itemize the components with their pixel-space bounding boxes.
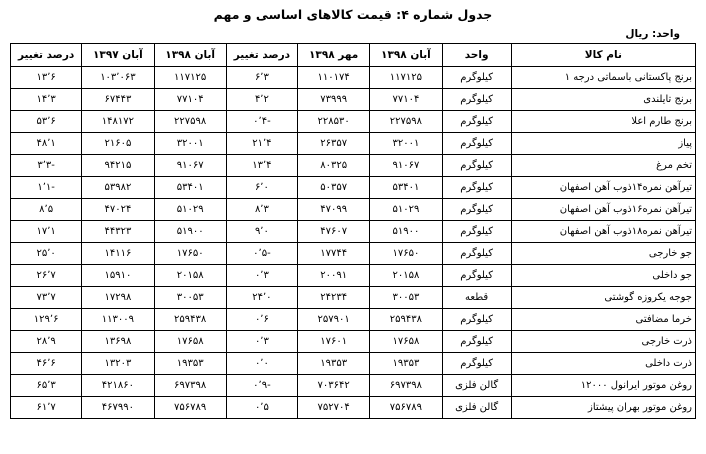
cell-previous-month: ۲۴۲۳۴ <box>298 287 370 309</box>
cell-previous-year: ۵۳۹۸۲ <box>82 177 154 199</box>
cell-previous-month: ۷۰۳۶۴۲ <box>298 375 370 397</box>
cell-current-month: ۵۱۹۰۰ <box>370 221 442 243</box>
cell-monthly-change: ۴٬۲ <box>226 89 297 111</box>
cell-previous-year: ۱۰۳٬۰۶۳ <box>82 67 154 89</box>
cell-unit: قطعه <box>442 287 511 309</box>
table-row <box>11 243 696 265</box>
cell-previous-month: ۲۲۸۵۳۰ <box>298 111 370 133</box>
cell-goods-name: جوجه یکروزه گوشتی <box>511 287 695 309</box>
cell-yearly-change: ۲۵٬۰ <box>11 243 82 265</box>
table-body <box>11 67 696 419</box>
cell-current-month: ۹۱۰۶۷ <box>370 155 442 177</box>
cell-unit: کیلوگرم <box>442 89 511 111</box>
cell-goods-name: جو خارجی <box>511 243 695 265</box>
cell-current-year: ۱۷۶۵۰ <box>154 243 226 265</box>
cell-current-year: ۷۵۶۷۸۹ <box>154 397 226 419</box>
table-row <box>11 199 696 221</box>
cell-unit: کیلوگرم <box>442 353 511 375</box>
cell-current-year: ۵۳۴۰۱ <box>154 177 226 199</box>
table-row <box>11 331 696 353</box>
table-row <box>11 89 696 111</box>
cell-monthly-change: -۰٬۵ <box>226 243 297 265</box>
cell-previous-year: ۱۴۸۱۷۲ <box>82 111 154 133</box>
document-page <box>0 7 706 454</box>
cell-yearly-change: ۱۷٬۱ <box>11 221 82 243</box>
cell-yearly-change: ۴۸٬۱ <box>11 133 82 155</box>
cell-monthly-change: ۰٬۳ <box>226 265 297 287</box>
cell-goods-name: روغن موتور ایرانول ۱۲۰۰۰ <box>511 375 695 397</box>
cell-yearly-change: ۱۴٬۳ <box>11 89 82 111</box>
cell-current-year: ۵۱۹۰۰ <box>154 221 226 243</box>
table-row <box>11 221 696 243</box>
cell-current-year: ۱۷۶۵۸ <box>154 331 226 353</box>
column-header-previous-month: مهر ۱۳۹۸ <box>298 44 370 67</box>
cell-previous-year: ۴۷۰۲۴ <box>82 199 154 221</box>
cell-previous-year: ۱۴۱۱۶ <box>82 243 154 265</box>
cell-goods-name: خرما مضافتی <box>511 309 695 331</box>
cell-goods-name: تیرآهن نمره۱۸ذوب آهن اصفهان <box>511 221 695 243</box>
cell-monthly-change: ۹٬۰ <box>226 221 297 243</box>
cell-current-year: ۲۲۷۵۹۸ <box>154 111 226 133</box>
cell-previous-year: ۴۶۷۹۹۰ <box>82 397 154 419</box>
cell-unit: کیلوگرم <box>442 309 511 331</box>
cell-unit: کیلوگرم <box>442 177 511 199</box>
cell-yearly-change: ۵۳٬۶ <box>11 111 82 133</box>
cell-previous-month: ۸۰۳۲۵ <box>298 155 370 177</box>
column-header-current-year: آبان ۱۳۹۸ <box>154 44 226 67</box>
cell-previous-month: ۲۶۳۵۷ <box>298 133 370 155</box>
cell-previous-month: ۴۷۶۰۷ <box>298 221 370 243</box>
cell-previous-year: ۱۱۳۰۰۹ <box>82 309 154 331</box>
cell-unit: کیلوگرم <box>442 265 511 287</box>
cell-unit: کیلوگرم <box>442 199 511 221</box>
cell-unit: کیلوگرم <box>442 155 511 177</box>
cell-unit: گالن فلزی <box>442 397 511 419</box>
table-row <box>11 155 696 177</box>
table-row <box>11 287 696 309</box>
column-header-previous-year: آبان ۱۳۹۷ <box>82 44 154 67</box>
table-row <box>11 67 696 89</box>
cell-current-month: ۳۰۰۵۳ <box>370 287 442 309</box>
cell-previous-month: ۱۱۰۱۷۴ <box>298 67 370 89</box>
cell-goods-name: ذرت خارجی <box>511 331 695 353</box>
cell-current-year: ۲۰۱۵۸ <box>154 265 226 287</box>
column-header-current-month: آبان ۱۳۹۸ <box>370 44 442 67</box>
cell-yearly-change: ۱۳٬۶ <box>11 67 82 89</box>
cell-current-year: ۱۱۷۱۲۵ <box>154 67 226 89</box>
cell-previous-month: ۲۰۰۹۱ <box>298 265 370 287</box>
cell-current-year: ۶۹۷۳۹۸ <box>154 375 226 397</box>
cell-monthly-change: ۱۳٬۴ <box>226 155 297 177</box>
cell-unit: کیلوگرم <box>442 243 511 265</box>
cell-monthly-change: ۲۴٬۰ <box>226 287 297 309</box>
cell-yearly-change: ۸٬۵ <box>11 199 82 221</box>
cell-goods-name: تیرآهن نمره۱۴ذوب آهن اصفهان <box>511 177 695 199</box>
cell-monthly-change: ۸٬۳ <box>226 199 297 221</box>
cell-unit: کیلوگرم <box>442 221 511 243</box>
cell-current-month: ۷۷۱۰۴ <box>370 89 442 111</box>
cell-current-month: ۱۷۶۵۰ <box>370 243 442 265</box>
cell-previous-year: ۱۳۶۹۸ <box>82 331 154 353</box>
cell-monthly-change: -۰٬۹ <box>226 375 297 397</box>
cell-previous-year: ۱۵۹۱۰ <box>82 265 154 287</box>
table-row <box>11 375 696 397</box>
column-header-yearly-change: درصد تغییر <box>11 44 82 67</box>
cell-yearly-change: ۱۲۹٬۶ <box>11 309 82 331</box>
cell-previous-month: ۴۷۰۹۹ <box>298 199 370 221</box>
cell-unit: کیلوگرم <box>442 133 511 155</box>
cell-previous-month: ۲۵۷۹۰۱ <box>298 309 370 331</box>
cell-current-month: ۱۹۳۵۳ <box>370 353 442 375</box>
cell-previous-year: ۹۴۲۱۵ <box>82 155 154 177</box>
cell-unit: کیلوگرم <box>442 111 511 133</box>
column-header-name: نام کالا <box>511 44 695 67</box>
cell-previous-year: ۱۳۲۰۳ <box>82 353 154 375</box>
cell-current-year: ۲۵۹۴۳۸ <box>154 309 226 331</box>
cell-monthly-change: ۰٬۶ <box>226 309 297 331</box>
cell-goods-name: تخم مرغ <box>511 155 695 177</box>
cell-current-month: ۳۲۰۰۱ <box>370 133 442 155</box>
cell-current-month: ۵۳۴۰۱ <box>370 177 442 199</box>
cell-current-month: ۲۵۹۴۳۸ <box>370 309 442 331</box>
table-row <box>11 309 696 331</box>
cell-monthly-change: ۶٬۰ <box>226 177 297 199</box>
column-header-unit: واحد <box>442 44 511 67</box>
table-row <box>11 133 696 155</box>
cell-goods-name: برنج طارم اعلا <box>511 111 695 133</box>
cell-yearly-change: ۶۵٬۳ <box>11 375 82 397</box>
cell-previous-year: ۶۷۴۴۳ <box>82 89 154 111</box>
cell-monthly-change: ۲۱٬۴ <box>226 133 297 155</box>
cell-previous-year: ۲۱۶۰۵ <box>82 133 154 155</box>
cell-yearly-change: ۶۱٬۷ <box>11 397 82 419</box>
cell-current-month: ۱۱۷۱۲۵ <box>370 67 442 89</box>
cell-current-month: ۵۱۰۲۹ <box>370 199 442 221</box>
cell-monthly-change: ۰٬۰ <box>226 353 297 375</box>
table-row <box>11 397 696 419</box>
cell-current-year: ۳۲۰۰۱ <box>154 133 226 155</box>
column-header-monthly-change: درصد تغییر <box>226 44 297 67</box>
cell-unit: کیلوگرم <box>442 67 511 89</box>
cell-goods-name: روغن موتور بهران پیشتاز <box>511 397 695 419</box>
cell-current-month: ۲۲۷۵۹۸ <box>370 111 442 133</box>
cell-previous-month: ۱۷۶۰۱ <box>298 331 370 353</box>
cell-current-month: ۱۷۶۵۸ <box>370 331 442 353</box>
cell-monthly-change: ۶٬۳ <box>226 67 297 89</box>
cell-previous-year: ۴۴۳۲۳ <box>82 221 154 243</box>
cell-previous-month: ۷۳۹۹۹ <box>298 89 370 111</box>
table-row <box>11 177 696 199</box>
price-table <box>10 43 696 419</box>
cell-yearly-change: -۱٬۱ <box>11 177 82 199</box>
cell-current-year: ۳۰۰۵۳ <box>154 287 226 309</box>
cell-goods-name: ذرت داخلی <box>511 353 695 375</box>
cell-current-month: ۶۹۷۳۹۸ <box>370 375 442 397</box>
cell-current-year: ۱۹۳۵۳ <box>154 353 226 375</box>
cell-unit: کیلوگرم <box>442 331 511 353</box>
cell-monthly-change: ۰٬۳ <box>226 331 297 353</box>
cell-current-month: ۲۰۱۵۸ <box>370 265 442 287</box>
cell-goods-name: جو داخلی <box>511 265 695 287</box>
cell-monthly-change: ۰٬۵ <box>226 397 297 419</box>
table-header-row <box>11 44 696 67</box>
cell-goods-name: تیرآهن نمره۱۶ذوب آهن اصفهان <box>511 199 695 221</box>
cell-current-year: ۵۱۰۲۹ <box>154 199 226 221</box>
cell-yearly-change: ۴۶٬۶ <box>11 353 82 375</box>
cell-yearly-change: ۲۶٬۷ <box>11 265 82 287</box>
table-container <box>0 43 706 419</box>
cell-yearly-change: ۷۳٬۷ <box>11 287 82 309</box>
page-title: جدول شماره ۴: قیمت کالاهای اساسی و مهم <box>213 7 493 22</box>
table-row <box>11 265 696 287</box>
cell-previous-year: ۱۷۲۹۸ <box>82 287 154 309</box>
cell-goods-name: برنج تایلندی <box>511 89 695 111</box>
cell-yearly-change: ۲۸٬۹ <box>11 331 82 353</box>
cell-current-year: ۷۷۱۰۴ <box>154 89 226 111</box>
cell-yearly-change: -۳٬۳ <box>11 155 82 177</box>
cell-previous-month: ۱۷۷۴۴ <box>298 243 370 265</box>
cell-goods-name: برنج پاکستانی باسماتی درجه ۱ <box>511 67 695 89</box>
cell-current-year: ۹۱۰۶۷ <box>154 155 226 177</box>
cell-previous-month: ۵۰۳۵۷ <box>298 177 370 199</box>
cell-current-month: ۷۵۶۷۸۹ <box>370 397 442 419</box>
cell-monthly-change: -۰٬۴ <box>226 111 297 133</box>
cell-previous-month: ۱۹۳۵۳ <box>298 353 370 375</box>
table-row <box>11 111 696 133</box>
table-row <box>11 353 696 375</box>
unit-note: واحد: ریال <box>625 28 680 40</box>
cell-goods-name: پیاز <box>511 133 695 155</box>
cell-previous-month: ۷۵۲۷۰۴ <box>298 397 370 419</box>
cell-unit: گالن فلزی <box>442 375 511 397</box>
cell-previous-year: ۴۲۱۸۶۰ <box>82 375 154 397</box>
